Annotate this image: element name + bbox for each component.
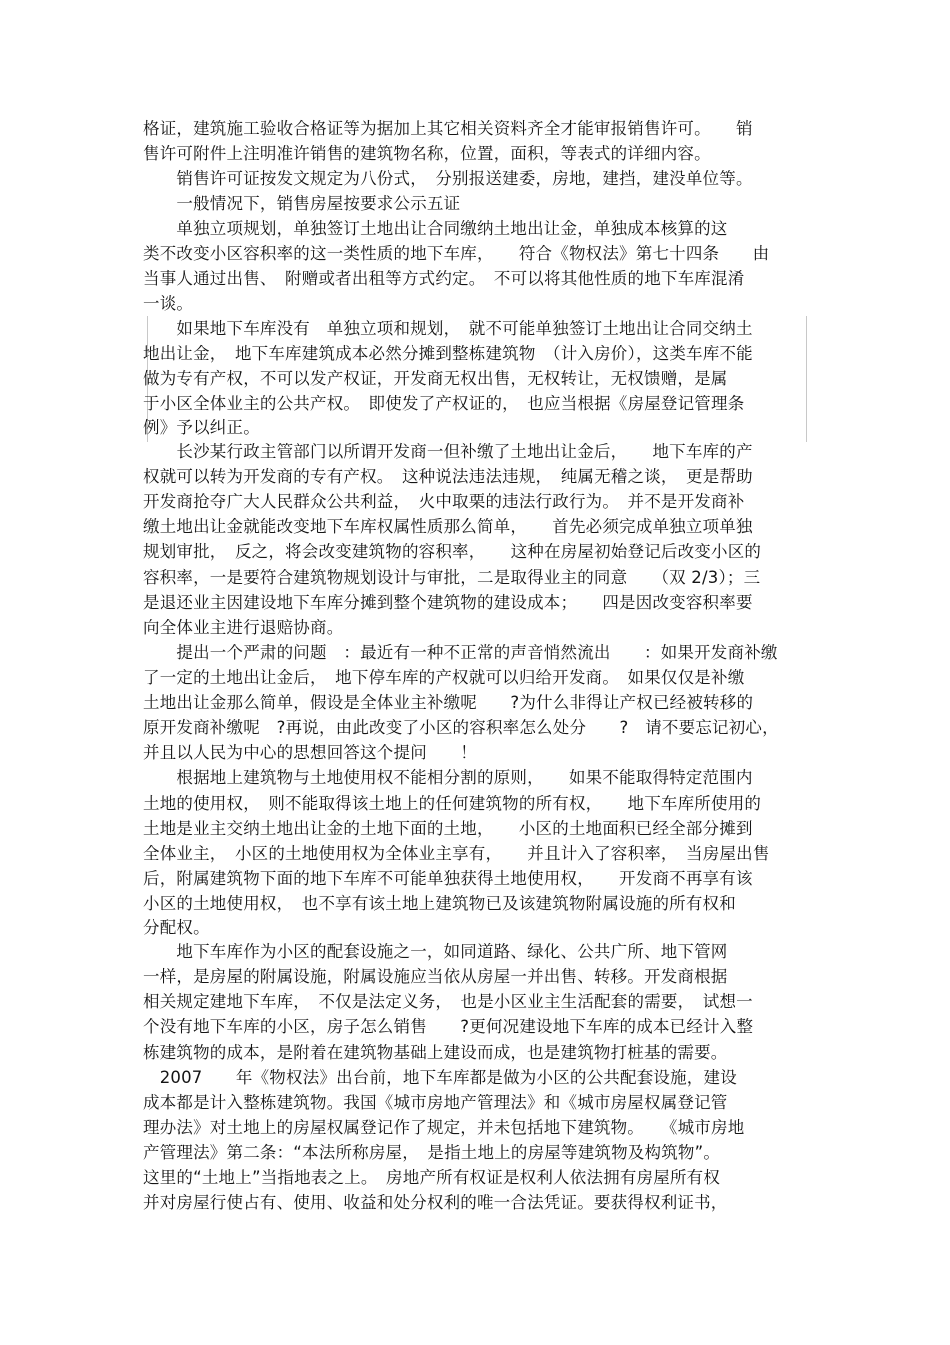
text-line: 于小区全体业主的公共产权。 即使发了产权证的， 也应当根据《房屋登记管理条 [143,394,745,413]
text-line: 类不改变小区容积率的这一类性质的地下车库， 符合《物权法》第七十四条 由 [143,244,770,263]
text-line: 理办法》对土地上的房屋权属登记作了规定，并未包括地下建筑物。 《城市房地 [143,1118,745,1137]
text-line: 后，附属建筑物下面的地下车库不可能单独获得土地使用权， 开发商不再享有该 [143,869,753,888]
text-line: 一样，是房屋的附属设施，附属设施应当依从房屋一并出售、转移。开发商根据 [143,967,728,986]
text-line: 了一定的土地出让金后， 地下停车库的产权就可以归给开发商。 如果仅仅是补缴 [143,668,745,687]
text-line: 土地的使用权， 则不能取得该土地上的任何建筑物的所有权， 地下车库所使用的 [143,794,762,813]
text-line: 地出让金， 地下车库建筑成本必然分摊到整栋建筑物 （计入房价），这类车库不能 [143,344,753,363]
text-line: 格证，建筑施工验收合格证等为据加上其它相关资料齐全才能审报销售许可。 销 [143,119,753,138]
text-line: 土地是业主交纳土地出让金的土地下面的土地， 小区的土地面积已经全部分摊到 [143,819,753,838]
quote-bar-right [806,316,807,442]
text-line: 一般情况下，销售房屋按要求公示五证 [143,194,461,213]
text-line: 如果地下车库没有 单独立项和规划， 就不可能单独签订土地出让合同交纳土 [143,319,753,338]
text-line: 开发商抢夺广大人民群众公共利益， 火中取栗的违法行政行为。 并不是开发商补 [143,492,745,511]
text-line: 售许可附件上注明准许销售的建筑物名称，位置，面积，等表式的详细内容。 [143,144,711,163]
text-line: 相关规定建地下车库， 不仅是法定义务， 也是小区业主生活配套的需要， 试想一 [143,992,753,1011]
text-line: 单独立项规划，单独签订土地出让合同缴纳土地出让金，单独成本核算的这 [143,219,728,238]
text-line: 地下车库作为小区的配套设施之一，如同道路、绿化、公共广所、地下管网 [143,942,728,961]
text-line: 全体业主， 小区的土地使用权为全体业主享有， 并且计入了容积率， 当房屋出售 [143,844,770,863]
text-line: 小区的土地使用权， 也不享有该土地上建筑物已及该建筑物附属设施的所有权和 [143,894,736,913]
text-line: 原开发商补缴呢 ?再说，由此改变了小区的容积率怎么处分 ? 请不要忘记初心， [143,718,779,737]
text-line: 提出一个严肃的问题 ：最近有一种不正常的声音悄然流出 ：如果开发商补缴 [143,643,778,662]
text-line: 缴土地出让金就能改变地下车库权属性质那么简单， 首先必须完成单独立项单独 [143,517,753,536]
text-line: 权就可以转为开发商的专有产权。 这种说法违法违规， 纯属无稽之谈， 更是帮助 [143,467,753,486]
text-line: 并且以人民为中心的思想回答这个提问 ！ [143,743,477,762]
text-line: 土地出让金那么简单，假设是全体业主补缴呢 ?为什么非得让产权已经被转移的 [143,693,754,712]
text-line: 容积率，一是要符合建筑物规划设计与审批，二是取得业主的同意 （双 2/3）；三 [143,568,761,587]
text-line: 例》予以纠正。 [143,418,260,437]
text-line: 个没有地下车库的小区，房子怎么销售 ?更何况建设地下车库的成本已经计入整 [143,1017,754,1036]
text-line: 分配权。 [143,918,210,937]
text-line: 规划审批， 反之，将会改变建筑物的容积率， 这种在房屋初始登记后改变小区的 [143,542,762,561]
text-line: 成本都是计入整栋建筑物。我国《城市房地产管理法》和《城市房屋权属登记管 [143,1093,728,1112]
text-line: 当事人通过出售、 附赠或者出租等方式约定。 不可以将其他性质的地下车库混淆 [143,269,745,288]
text-line: 这里的“土地上”当指地表之上。 房地产所有权证是权利人依法拥有房屋所有权 [143,1168,721,1187]
text-line: 向全体业主进行退赔协商。 [143,618,344,637]
text-line: 是退还业主因建设地下车库分摊到整个建筑物的建设成本； 四是因改变容积率要 [143,593,753,612]
text-line: 根据地上建筑物与土地使用权不能相分割的原则， 如果不能取得特定范围内 [143,768,753,787]
text-line: 并对房屋行使占有、使用、收益和处分权利的唯一合法凭证。要获得权利证书， [143,1193,728,1212]
text-line: 一谈。 [143,294,194,313]
text-line: 栋建筑物的成本，是附着在建筑物基础上建设而成，也是建筑物打桩基的需要。 [143,1043,728,1062]
text-line: 销售许可证按发文规定为八份式， 分别报送建委，房地，建挡，建没单位等。 [143,169,753,188]
text-line: 长沙某行政主管部门以所谓开发商一但补缴了土地出让金后， 地下车库的产 [143,442,753,461]
text-line: 做为专有产权，不可以发产权证，开发商无权出售，无权转让，无权馈赠，是属 [143,369,728,388]
text-line: 产管理法》第二条：“本法所称房屋， 是指土地上的房屋等建筑物及构筑物”。 [143,1143,721,1162]
text-line: 2007 年《物权法》出台前，地下车库都是做为小区的公共配套设施，建设 [143,1068,737,1087]
